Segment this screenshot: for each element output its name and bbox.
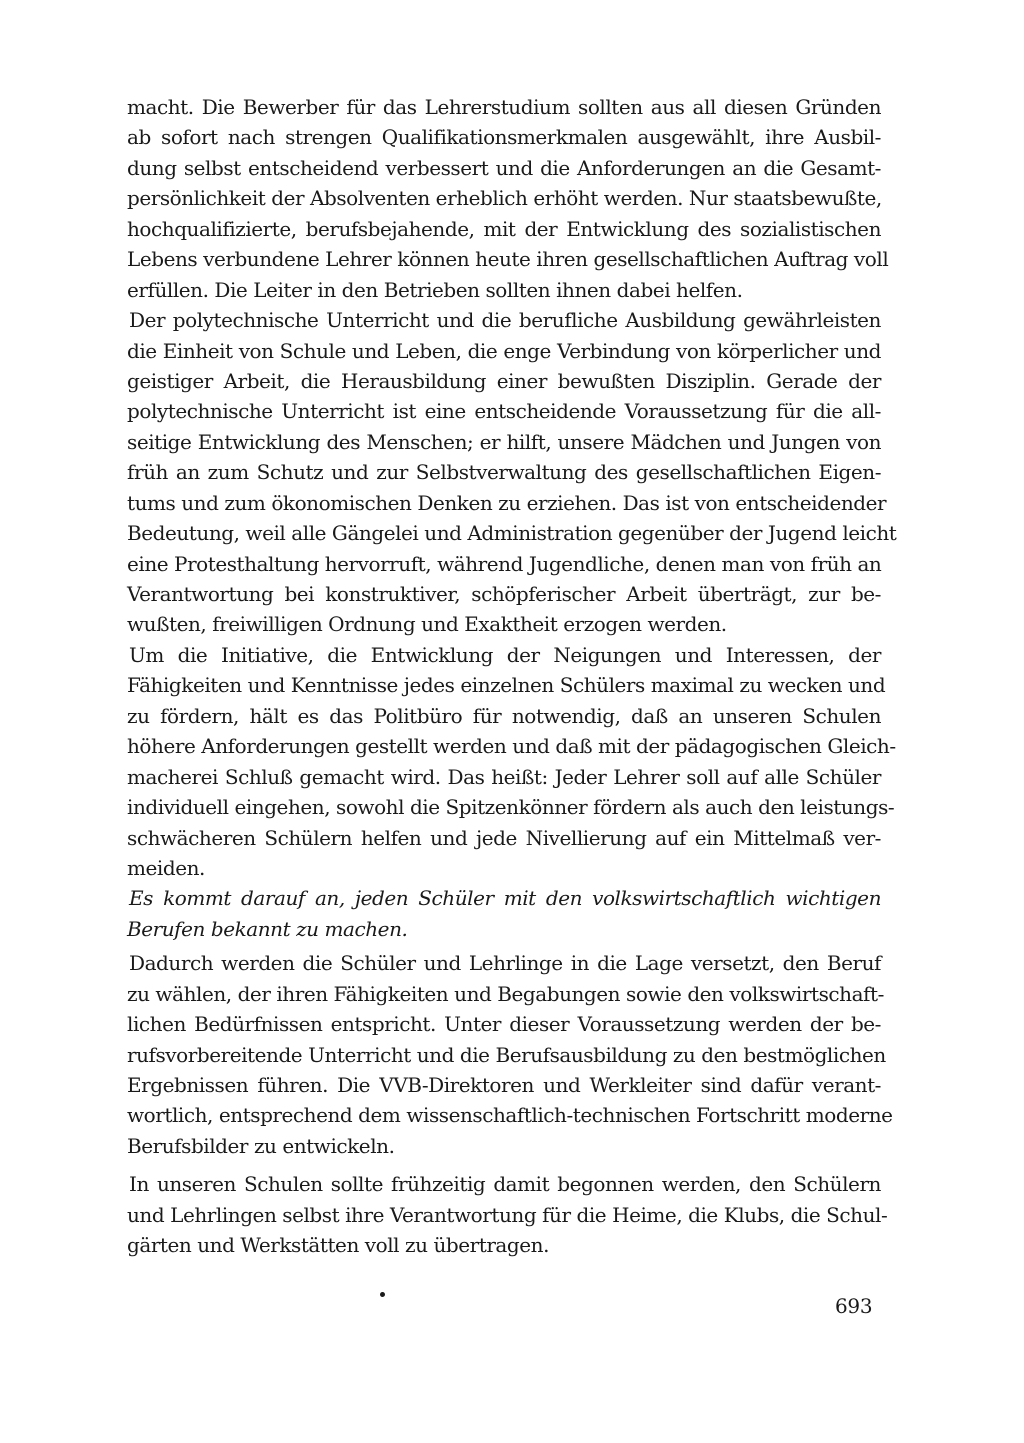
paragraph: [127, 640, 896, 884]
text-line: zu wählen, der ihren Fähigkeiten und Begabungen sowie den volkswirtschaft-: [127, 981, 884, 1006]
text-line: höhere Anforderungen gestellt werden und daß mit der pädagogischen Gleich-: [127, 734, 896, 759]
text-line: Fähigkeiten und Kenntnisse jedes einzelnen Schülers maximal zu wecken und: [127, 673, 886, 698]
text-line: hochqualifizierte, berufsbejahende, mit der Entwicklung des sozialistischen: [127, 216, 881, 241]
text-line: erfüllen. Die Leiter in den Betrieben sollten ihnen dabei helfen.: [127, 277, 743, 302]
text-line: Berufsbilder zu entwickeln.: [127, 1133, 395, 1158]
text-line: schwächeren Schülern helfen und jede Nivellierung auf ein Mittelmaß ver-: [127, 825, 881, 850]
text-line: macherei Schluß gemacht wird. Das heißt: Jeder Lehrer soll auf alle Schüler: [127, 764, 881, 789]
footer-dot: [380, 1292, 385, 1297]
text-line: polytechnische Unterricht ist eine entscheidende Voraussetzung für die all-: [127, 399, 881, 424]
page-number: 693: [835, 1294, 873, 1318]
text-line: individuell eingehen, sowohl die Spitzenkönner fördern als auch den leistungs-: [127, 795, 895, 820]
text-line: macht. Die Bewerber für das Lehrerstudium sollten aus all diesen Gründen: [127, 95, 881, 119]
text-line: Ergebnissen führen. Die VVB-Direktoren und Werkleiter sind dafür verant-: [127, 1073, 881, 1097]
text-line: früh an zum Schutz und zur Selbstverwaltung des gesellschaftlichen Eigen-: [127, 460, 881, 485]
text-line: geistiger Arbeit, die Herausbildung einer bewußten Disziplin. Gerade der: [127, 368, 881, 393]
text-line: dung selbst entscheidend verbessert und die Anforderungen an die Gesamt-: [127, 155, 881, 180]
text-line: Um die Initiative, die Entwicklung der Neigungen und Interessen, der: [129, 642, 881, 667]
text-line: Bedeutung, weil alle Gängelei und Administration gegenüber der Jugend leicht: [127, 521, 897, 546]
text-line: wußten, freiwilligen Ordnung und Exaktheit erzogen werden.: [127, 612, 727, 637]
text-line: Es kommt darauf an, jeden Schüler mit den volkswirtschaftlich wichtigen: [129, 886, 881, 911]
text-line: lichen Bedürfnissen entspricht. Unter dieser Voraussetzung werden der be-: [127, 1012, 881, 1037]
text-line: tums und zum ökonomischen Denken zu erziehen. Das ist von entscheidender: [127, 490, 887, 515]
text-line: gärten und Werkstätten voll zu übertragen.: [127, 1233, 549, 1258]
text-line: wortlich, entsprechend dem wissenschaftlich-technischen Fortschritt moderne: [127, 1103, 893, 1128]
paragraph: [127, 305, 897, 640]
text-line: rufsvorbereitende Unterricht und die Berufsausbildung zu den bestmöglichen: [127, 1042, 886, 1067]
paragraph: [127, 948, 893, 1161]
text-line: Berufen bekannt zu machen.: [127, 916, 408, 941]
text-line: seitige Entwicklung des Menschen; er hilft, unsere Mädchen und Jungen von: [127, 429, 881, 454]
text-line: persönlichkeit der Absolventen erheblich erhöht werden. Nur staatsbewußte,: [127, 186, 882, 211]
text-line: meiden.: [127, 855, 205, 880]
text-line: Dadurch werden die Schüler und Lehrlinge in die Lage versetzt, den Beruf: [129, 951, 881, 976]
text-line: In unseren Schulen sollte frühzeitig damit begonnen werden, den Schülern: [129, 1172, 881, 1197]
text-line: ab sofort nach strengen Qualifikationsmerkmalen ausgewählt, ihre Ausbil-: [127, 125, 881, 150]
paragraph: [127, 1169, 888, 1260]
text-line: die Einheit von Schule und Leben, die enge Verbindung von körperlicher und: [127, 338, 881, 363]
emphasis-paragraph: [127, 883, 881, 944]
text-line: Verantwortung bei konstruktiver, schöpferischer Arbeit überträgt, zur be-: [127, 582, 881, 606]
text-line: Lebens verbundene Lehrer können heute ihren gesellschaftlichen Auftrag voll: [127, 247, 889, 272]
text-line: und Lehrlingen selbst ihre Verantwortung für die Heime, die Klubs, die Schul-: [127, 1202, 888, 1227]
text-line: Der polytechnische Unterricht und die berufliche Ausbildung gewährleisten: [129, 308, 881, 333]
text-line: eine Protesthaltung hervorruft, während Jugendliche, denen man von früh an: [127, 551, 882, 576]
text-line: zu fördern, hält es das Politbüro für notwendig, daß an unseren Schulen: [127, 703, 881, 728]
paragraph: [127, 92, 889, 305]
body-text: [127, 92, 897, 1261]
